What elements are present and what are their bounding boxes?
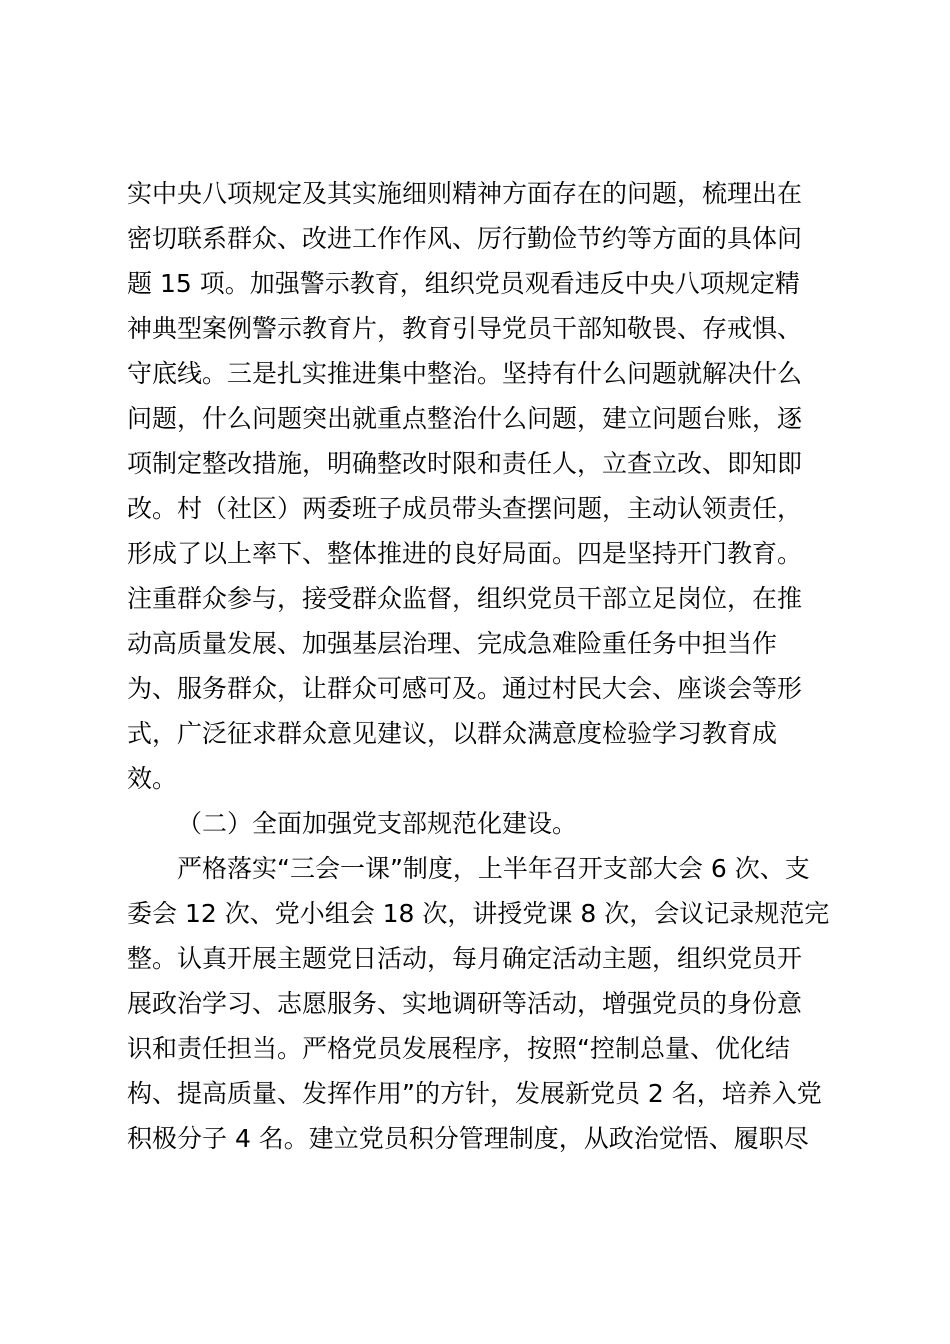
paragraph-first-line: 严格落实“三会一课”制度，上半年召开支部大会 6 次、支 xyxy=(177,854,810,883)
text-line: 密切联系群众、改进工作作风、厉行勤俭节约等方面的具体问 xyxy=(127,224,803,253)
text-line: 构、提高质量、发挥作用”的方针，发展新党员 2 名，培养入党 xyxy=(127,1079,822,1108)
text-line: 展政治学习、志愿服务、实地调研等活动，增强党员的身份意 xyxy=(127,989,803,1018)
text-line: 实中央八项规定及其实施细则精神方面存在的问题，梳理出在 xyxy=(127,179,803,208)
text-line: 式，广泛征求群众意见建议，以群众满意度检验学习教育成 xyxy=(127,719,778,748)
text-line: 注重群众参与，接受群众监督，组织党员干部立足岗位，在推 xyxy=(127,584,803,613)
text-line: 问题，什么问题突出就重点整治什么问题，建立问题台账，逐 xyxy=(127,404,803,433)
text-line: 题 15 项。加强警示教育，组织党员观看违反中央八项规定精 xyxy=(127,269,800,298)
section-heading: （二）全面加强党支部规范化建设。 xyxy=(177,809,578,838)
text-line: 为、服务群众，让群众可感可及。通过村民大会、座谈会等形 xyxy=(127,674,803,703)
text-line: 委会 12 次、党小组会 18 次，讲授党课 8 次，会议记录规范完 xyxy=(127,899,830,928)
text-line: 项制定整改措施，明确整改时限和责任人，立查立改、即知即 xyxy=(127,449,803,478)
text-line: 整。认真开展主题党日活动，每月确定活动主题，组织党员开 xyxy=(127,944,803,973)
text-line: 积极分子 4 名。建立党员积分管理制度，从政治觉悟、履职尽 xyxy=(127,1124,809,1153)
text-line: 神典型案例警示教育片，教育引导党员干部知敬畏、存戒惧、 xyxy=(127,314,803,343)
body-text xyxy=(127,171,837,1161)
text-line: 守底线。三是扎实推进集中整治。坚持有什么问题就解决什么 xyxy=(127,359,803,388)
text-line: 形成了以上率下、整体推进的良好局面。四是坚持开门教育。 xyxy=(127,539,803,568)
text-line: 改。村（社区）两委班子成员带头查摆问题，主动认领责任， xyxy=(127,494,803,523)
text-line: 动高质量发展、加强基层治理、完成急难险重任务中担当作 xyxy=(127,629,778,658)
text-line: 识和责任担当。严格党员发展程序，按照“控制总量、优化结 xyxy=(127,1034,790,1063)
text-line: 效。 xyxy=(127,764,178,793)
